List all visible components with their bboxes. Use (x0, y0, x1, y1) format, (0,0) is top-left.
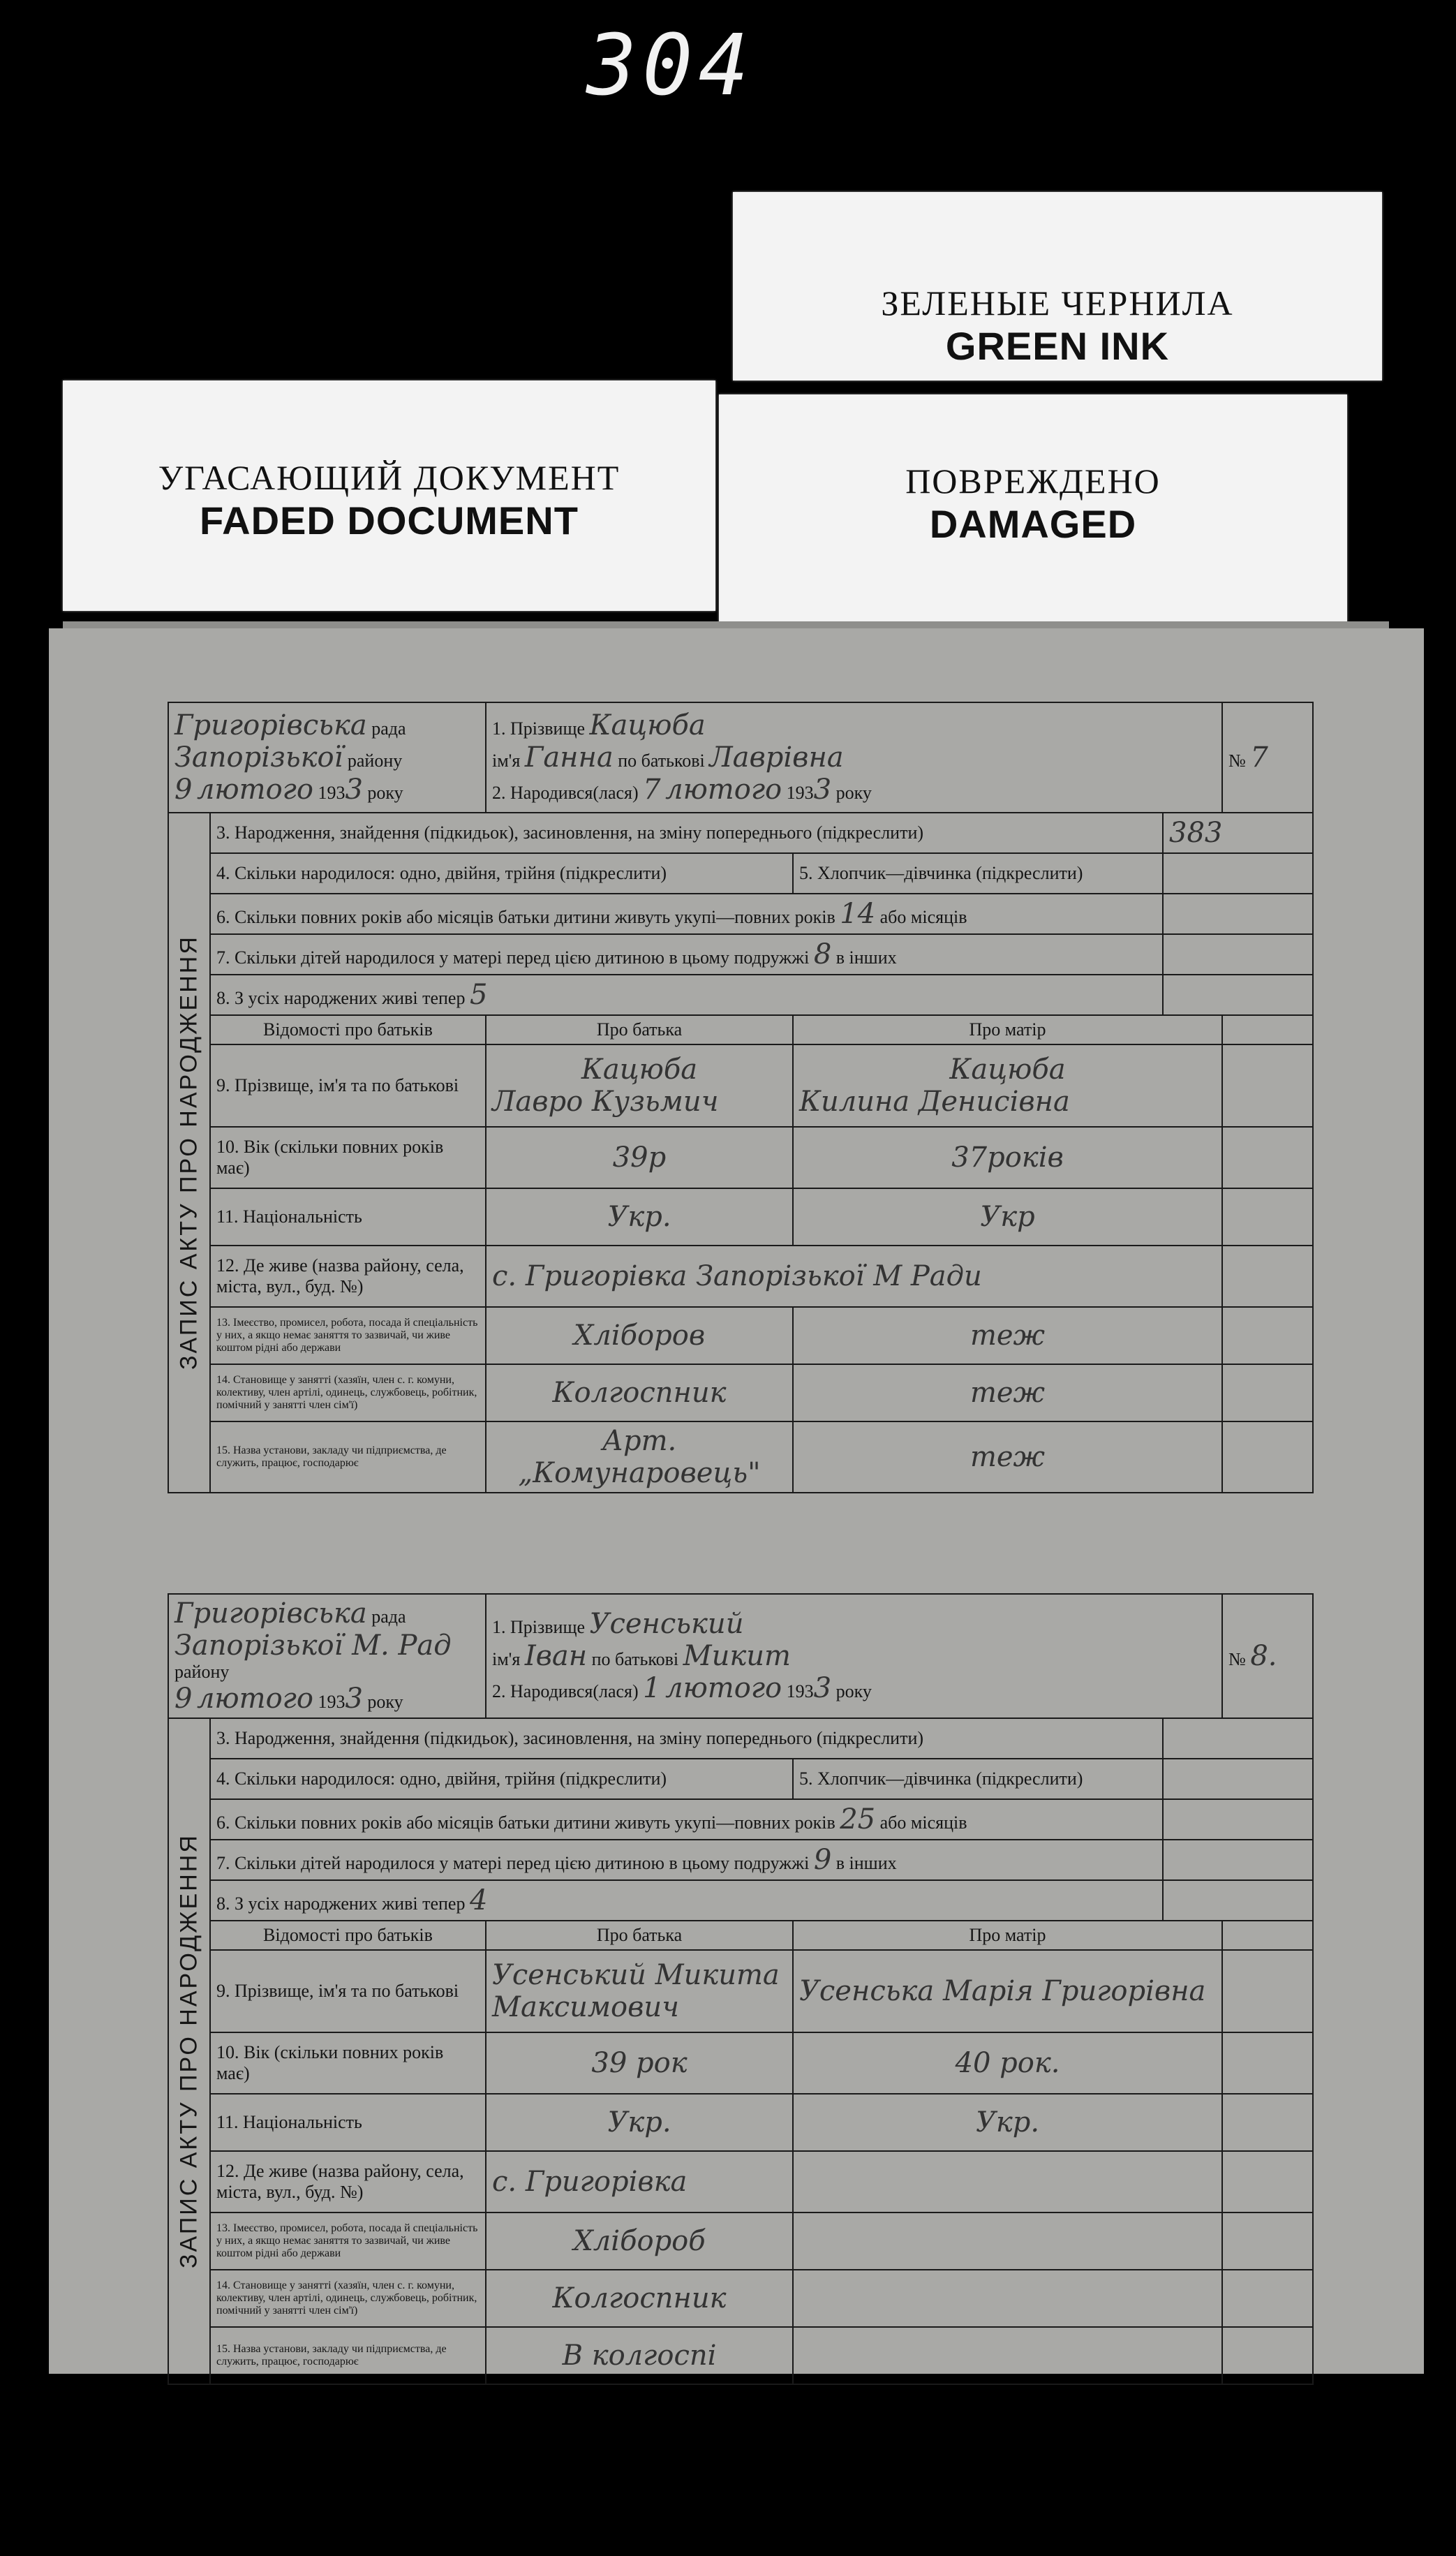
mother-age: 37років (793, 1127, 1222, 1188)
father-age: 39р (486, 1127, 793, 1188)
row-5: 5. Хлопчик—дівчинка (підкреслити) (793, 1759, 1163, 1799)
side-title: ЗАПИС АКТУ ПРО НАРОДЖЕННЯ (168, 813, 210, 1493)
father-status: Колгоспник (486, 1364, 793, 1421)
mother-age: 40 рок. (793, 2032, 1222, 2094)
father-workplace: В колгоспі (486, 2327, 793, 2384)
row-5: 5. Хлопчик—дівчинка (підкреслити) (793, 853, 1163, 894)
r15-label: 15. Назва установи, закладу чи підприємства, де служить, працює, господарює (210, 2327, 486, 2384)
father-age: 39 рок (486, 2032, 793, 2094)
registry-header: Григорівська рада Запорізької М. Рад району 9 лютого 1933 року (168, 1594, 486, 1718)
child-header: 1. Прізвище Усенський ім'я Іван по батькові Микит 2. Народився(лася) 1 лютого 1933 року (486, 1594, 1222, 1718)
residence: с. Григорівка (486, 2151, 793, 2213)
father-name: Кацюба Лавро Кузьмич (486, 1044, 793, 1127)
row-6: 6. Скільки повних років або місяців батьки дитини живуть укупі—повних років 25 або місяців (210, 1799, 1163, 1840)
r11-label: 11. Національність (210, 1188, 486, 1246)
parents-header: Відомості про батьків (210, 1921, 486, 1950)
father-nationality: Укр. (486, 2094, 793, 2151)
record-number: № 8. (1222, 1594, 1313, 1718)
green-ink-label (733, 192, 1382, 381)
row-3: 3. Народження, знайдення (підкидьок), засиновлення, на зміну попереднього (підкреслити) (210, 1718, 1163, 1759)
registry-header: Григорівська рада Запорізької району 9 лютого 1933 року (168, 702, 486, 813)
residence: с. Григорівка Запорізької М Ради (486, 1246, 1222, 1307)
mother-name: Кацюба Килина Денисівна (793, 1044, 1222, 1127)
green-ink-en: GREEN INK (945, 324, 1170, 368)
frame-number: 304 (586, 17, 755, 114)
row-8: 8. З усіх народжених живі тепер 4 (210, 1880, 1163, 1921)
r14-label: 14. Становище у занятті (хазяїн, член с. г. комуни, колективу, член артілі, одинець, службовець, робітник, помічний у занятті член сім'ї) (210, 1364, 486, 1421)
birth-record-1 (168, 702, 1314, 1493)
r9-label: 9. Прізвище, ім'я та по батькові (210, 1950, 486, 2032)
green-ink-ru: ЗЕЛЕНЫЕ ЧЕРНИЛА (881, 283, 1234, 323)
mother-header: Про матір (793, 1921, 1222, 1950)
faded-document-label (63, 381, 715, 611)
father-occupation: Хліборов (486, 1307, 793, 1364)
damaged-ru: ПОВРЕЖДЕНО (905, 461, 1161, 501)
r12-label: 12. Де живе (назва району, села, міста, вул., буд. №) (210, 1246, 486, 1307)
mother-nationality: Укр. (793, 2094, 1222, 2151)
row-4: 4. Скільки народилося: одно, двійня, трійня (підкреслити) (210, 1759, 793, 1799)
father-nationality: Укр. (486, 1188, 793, 1246)
father-status: Колгоспник (486, 2270, 793, 2327)
faded-document-en: FADED DOCUMENT (200, 498, 579, 542)
mother-status: теж (793, 1364, 1222, 1421)
side-title: ЗАПИС АКТУ ПРО НАРОДЖЕННЯ (168, 1718, 210, 2384)
r9-label: 9. Прізвище, ім'я та по батькові (210, 1044, 486, 1127)
damaged-label (719, 394, 1347, 625)
father-occupation: Хлібороб (486, 2213, 793, 2270)
record-number: № 7 (1222, 702, 1313, 813)
row-3: 3. Народження, знайдення (підкидьок), засиновлення, на зміну попереднього (підкреслити) (210, 813, 1163, 853)
archive-stamp: 383 (1163, 813, 1313, 853)
row-6: 6. Скільки повних років або місяців батьки дитини живуть укупі—повних років 14 або місяців (210, 894, 1163, 934)
r14-label: 14. Становище у занятті (хазяїн, член с. г. комуни, колективу, член артілі, одинець, службовець, робітник, помічний у занятті член сім'ї) (210, 2270, 486, 2327)
father-header: Про батька (486, 1015, 793, 1044)
r15-label: 15. Назва установи, закладу чи підприємства, де служить, працює, господарює (210, 1421, 486, 1493)
mother-nationality: Укр (793, 1188, 1222, 1246)
r11-label: 11. Національність (210, 2094, 486, 2151)
row-8: 8. З усіх народжених живі тепер 5 (210, 975, 1163, 1015)
parents-header: Відомості про батьків (210, 1015, 486, 1044)
damaged-en: DAMAGED (929, 502, 1137, 546)
mother-workplace: теж (793, 1421, 1222, 1493)
r13-label: 13. Імеєство, промисел, робота, посада й спеціальність у них, а якщо немає заняття то зазвичай, чи живе коштом рідні або держави (210, 1307, 486, 1364)
row-4: 4. Скільки народилося: одно, двійня, трійня (підкреслити) (210, 853, 793, 894)
mother-header: Про матір (793, 1015, 1222, 1044)
row-7: 7. Скільки дітей народилося у матері перед цією дитиною в цьому подружжі 8 в інших (210, 934, 1163, 975)
faded-document-ru: УГАСАЮЩИЙ ДОКУМЕНТ (158, 458, 621, 497)
child-header: 1. Прізвище Кацюба ім'я Ганна по батькові Лаврівна 2. Народився(лася) 7 лютого 1933 року (486, 702, 1222, 813)
row-7: 7. Скільки дітей народилося у матері перед цією дитиною в цьому подружжі 9 в інших (210, 1840, 1163, 1880)
mother-name: Усенська Марія Григорівна (793, 1950, 1222, 2032)
birth-record-2 (168, 1593, 1314, 2385)
r10-label: 10. Вік (скільки повних років має) (210, 1127, 486, 1188)
r13-label: 13. Імеєство, промисел, робота, посада й спеціальність у них, а якщо немає заняття то зазвичай, чи живе коштом рідні або держави (210, 2213, 486, 2270)
father-workplace: Арт. „Комунаровець" (486, 1421, 793, 1493)
r10-label: 10. Вік (скільки повних років має) (210, 2032, 486, 2094)
father-name: Усенський Микита Максимович (486, 1950, 793, 2032)
father-header: Про батька (486, 1921, 793, 1950)
mother-occupation: теж (793, 1307, 1222, 1364)
r12-label: 12. Де живе (назва району, села, міста, вул., буд. №) (210, 2151, 486, 2213)
